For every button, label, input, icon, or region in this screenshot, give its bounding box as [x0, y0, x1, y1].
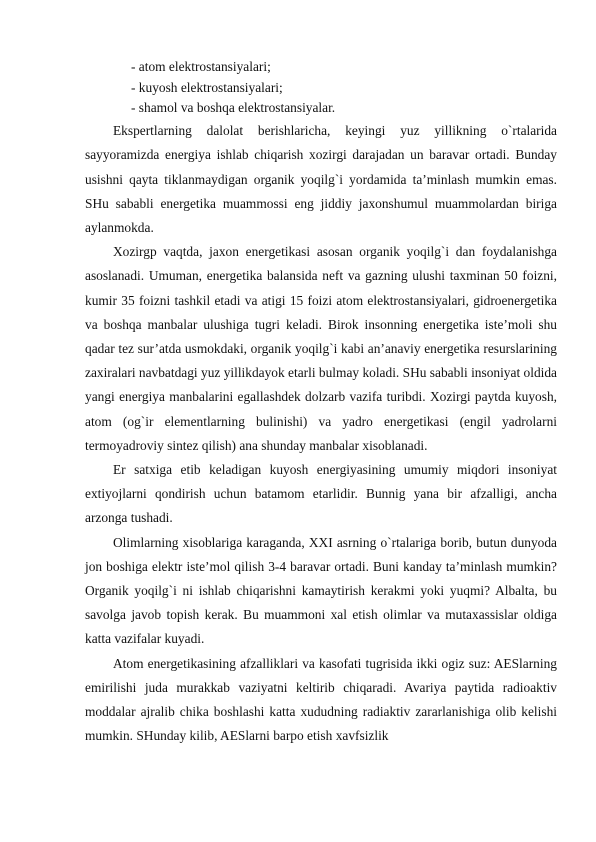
list-item: - shamol va boshqa elektrostansiyalar.: [131, 100, 336, 116]
list-item: - kuyosh elektrostansiyalari;: [131, 79, 283, 95]
paragraph: Ekspertlarning dalolat berishlaricha, keyingi yuz yillikning o`rtalarida sayyoramizda energiya ishlab chiqarish xozirgi darajadan un baravar ortadi. Bunday usishni qayta tiklanmaydigan organik yoqilg`i yordamida ta’minlash mumkin emas. SHu sababli energetika muammossi eng jiddiy jaxonshumul muammolardan biriga aylanmokda.: [85, 123, 557, 235]
document-page: [85, 57, 557, 748]
list-item: - atom elektrostansiyalari;: [131, 59, 271, 74]
paragraph: Xozirgp vaqtda, jaxon energetikasi asosan organik yoqilg`i dan foydalanishga asoslanadi. Umuman, energetika balansida neft va gazning ulushi taxminan 50 foizni, kumir 35 foizni tashkil etadi va atigi 15 foizi atom elektrostansiyalari, gidroenergetika va boshqa manbalar ulushiga tugri keladi. Birok insonning energetika iste’moli shu qadar tez sur’atda usmokdaki, organik yoqilg`i kabi an’anaviy energetika resurslarining zaxiralari navbatdagi yuz yillikdayok etarli bulmay koladi. SHu sababli insoniyat oldida yangi energiya manbalarini egallashdek dolzarb vazifa turibdi. Xozirgi paytda kuyosh, atom (og`ir elementlarning bulinishi) va yadro energetikasi (engil yadrolarni termoyadroviy sintez qilish) ana shunday manbalar xisoblanadi.: [85, 244, 557, 453]
paragraph: Er satxiga etib keladigan kuyosh energiyasining umumiy miqdori insoniyat extiyojlarni qondirish uchun batamom etarlidir. Bunnig yana bir afzalligi, ancha arzonga tushadi.: [85, 461, 557, 526]
paragraph: Atom energetikasining afzalliklari va kasofati tugrisida ikki ogiz suz: AESlarning emirilishi juda murakkab vaziyatni keltirib chiqaradi. Avariya paytida radioaktiv moddalar ajralib chika boshlashi katta xududning radiaktiv zararlanishiga olib kelishi mumkin. SHunday kilib, AESlarni barpo etish xavfsizlik: [85, 655, 557, 744]
power-station-list: [131, 57, 557, 119]
paragraph: Olimlarning xisoblariga karaganda, XXI asrning o`rtalariga borib, butun dunyoda jon boshiga elektr iste’mol qilish 3-4 baravar ortadi. Buni kanday ta’minlash mumkin? Organik yoqilg`i ni ishlab chiqarishni kamaytirish kerakmi yoki yuqmi? Albalta, bu savolga javob topish kerak. Bu muammoni xal etish olimlar va mutaxassislar oldiga katta vazifalar kuyadi.: [85, 534, 557, 647]
